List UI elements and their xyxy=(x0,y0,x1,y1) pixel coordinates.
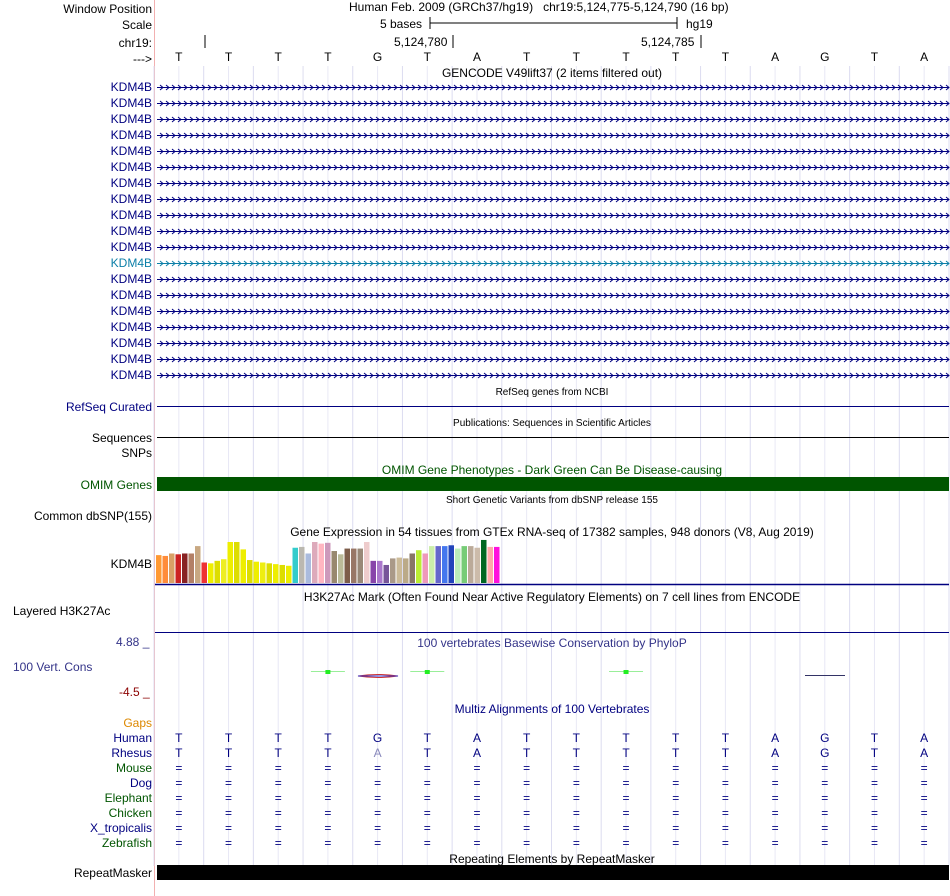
multiz-base: = xyxy=(523,836,531,850)
gtex-bar xyxy=(241,549,247,583)
phylop-mark xyxy=(624,670,629,674)
gtex-bar xyxy=(247,560,253,583)
multiz-base: T xyxy=(870,746,879,760)
phylop-mark xyxy=(425,670,430,674)
ruler-base: T xyxy=(522,50,531,64)
gtex-bar xyxy=(384,565,390,583)
multiz-base: = xyxy=(721,761,729,775)
multiz-base: = xyxy=(473,791,481,805)
multiz-base: = xyxy=(622,791,630,805)
gtex-bar xyxy=(371,561,377,583)
multiz-base: T xyxy=(423,746,431,760)
gtex-bar xyxy=(208,563,214,583)
omim-bar xyxy=(157,477,949,491)
multiz-base: = xyxy=(473,761,481,775)
multiz-base: = xyxy=(274,836,282,850)
gencode-gene-label: KDM4B xyxy=(110,320,152,334)
multiz-base: = xyxy=(622,836,630,850)
multiz-base: = xyxy=(324,806,332,820)
multiz-base: = xyxy=(324,761,332,775)
ruler-base: T xyxy=(622,50,630,64)
multiz-base: = xyxy=(920,761,928,775)
multiz-base: = xyxy=(374,791,382,805)
gtex-bar xyxy=(325,543,331,583)
gtex-bar xyxy=(410,553,416,583)
multiz-base: T xyxy=(274,746,282,760)
gtex-bar xyxy=(462,546,468,583)
gencode-gene-label: KDM4B xyxy=(110,272,152,286)
multiz-base: = xyxy=(622,806,630,820)
multiz-base: = xyxy=(870,776,878,790)
gtex-bar xyxy=(221,559,227,583)
ruler-base: T xyxy=(672,50,680,64)
gtex-bar xyxy=(403,558,409,583)
gtex-title[interactable]: Gene Expression in 54 tissues from GTEx RNA-seq of 17382 samples, 948 donors (V8, Aug 2019) xyxy=(290,525,814,539)
multiz-base: = xyxy=(672,806,680,820)
multiz-base: = xyxy=(225,806,233,820)
gencode-gene-label: KDM4B xyxy=(110,144,152,158)
multiz-base: = xyxy=(672,836,680,850)
multiz-base: = xyxy=(920,776,928,790)
gencode-gene-label: KDM4B xyxy=(110,352,152,366)
ruler-base: A xyxy=(472,50,481,64)
repeatmasker-title[interactable]: Repeating Elements by RepeatMasker xyxy=(449,852,655,866)
gencode-gene-label: KDM4B xyxy=(110,112,152,126)
chrom-label: chr19: xyxy=(118,36,152,50)
gtex-bar xyxy=(312,542,318,583)
multiz-base: = xyxy=(721,806,729,820)
multiz-base: = xyxy=(175,806,183,820)
gtex-bar xyxy=(481,540,487,583)
multiz-base: = xyxy=(821,776,829,790)
gtex-bar xyxy=(397,558,403,583)
gencode-title[interactable]: GENCODE V49lift37 (2 items filtered out) xyxy=(441,66,663,80)
multiz-base: = xyxy=(572,821,580,835)
dbsnp-title[interactable]: Short Genetic Variants from dbSNP release 155 xyxy=(446,495,658,506)
assembly-label: hg19 xyxy=(686,17,713,31)
gtex-bar xyxy=(163,556,169,583)
strand-label: ---> xyxy=(133,52,152,66)
multiz-base: = xyxy=(423,761,431,775)
phylop-min-label: -4.5 _ xyxy=(119,685,150,699)
multiz-base: T xyxy=(622,731,630,745)
gtex-bar xyxy=(429,546,435,583)
multiz-base: = xyxy=(821,836,829,850)
multiz-base: T xyxy=(224,746,233,760)
multiz-species-label: Chicken xyxy=(108,806,152,820)
multiz-base: A xyxy=(920,731,929,745)
multiz-base: = xyxy=(672,761,680,775)
multiz-species-label: Elephant xyxy=(104,791,152,805)
gtex-bar xyxy=(449,545,455,583)
gtex-bar xyxy=(293,548,299,583)
multiz-base: T xyxy=(721,746,730,760)
omim-title[interactable]: OMIM Gene Phenotypes - Dark Green Can Be Disease-causing xyxy=(381,463,723,477)
multiz-base: = xyxy=(423,806,431,820)
repeatmasker-label[interactable]: RepeatMasker xyxy=(73,866,152,880)
multiz-base: = xyxy=(920,806,928,820)
gtex-bar xyxy=(286,566,292,583)
ruler-base: T xyxy=(324,50,332,64)
multiz-base: = xyxy=(225,821,233,835)
multiz-base: = xyxy=(274,776,282,790)
gencode-gene-label: KDM4B xyxy=(110,192,152,206)
phylop-label[interactable]: 100 Vert. Cons xyxy=(13,660,93,674)
multiz-species-label: Zebrafish xyxy=(101,836,152,850)
multiz-base: = xyxy=(225,761,233,775)
multiz-base: = xyxy=(225,836,233,850)
ruler-base: T xyxy=(572,50,581,64)
gtex-bar xyxy=(468,546,474,583)
position-label-2: 5,124,785 xyxy=(641,35,695,49)
multiz-base: = xyxy=(374,821,382,835)
ruler-base: T xyxy=(175,50,183,64)
gencode-gene-label: KDM4B xyxy=(110,128,152,142)
gtex-bar xyxy=(267,563,273,583)
gencode-gene-label: KDM4B xyxy=(110,176,152,190)
multiz-base: = xyxy=(920,836,928,850)
gencode-gene-label: KDM4B xyxy=(110,368,152,382)
multiz-base: T xyxy=(175,746,183,760)
multiz-base: = xyxy=(374,806,382,820)
multiz-base: = xyxy=(572,806,580,820)
multiz-base: = xyxy=(523,821,531,835)
multiz-base: = xyxy=(622,761,630,775)
gtex-bar xyxy=(306,553,312,583)
window-position-label: Window Position xyxy=(63,2,152,16)
multiz-base: = xyxy=(870,836,878,850)
multiz-base: = xyxy=(473,776,481,790)
multiz-base: T xyxy=(274,731,282,745)
gtex-bar xyxy=(189,553,195,583)
multiz-base: A xyxy=(472,731,481,745)
gtex-bar xyxy=(215,561,221,583)
multiz-base: G xyxy=(820,731,830,745)
scale-label: Scale xyxy=(121,18,152,32)
window-position-text: Human Feb. 2009 (GRCh37/hg19) chr19:5,124,775-5,124,790 (16 bp) xyxy=(349,0,729,14)
gtex-bar xyxy=(195,546,201,583)
multiz-base: A xyxy=(920,746,929,760)
multiz-base: = xyxy=(920,791,928,805)
multiz-base: = xyxy=(423,791,431,805)
gtex-gene-label[interactable]: KDM4B xyxy=(110,557,152,571)
multiz-base: T xyxy=(672,746,680,760)
multiz-base: = xyxy=(622,776,630,790)
gencode-gene-label: KDM4B xyxy=(110,80,152,94)
multiz-base: = xyxy=(473,821,481,835)
phylop-mark xyxy=(325,670,330,674)
gtex-bar xyxy=(182,553,188,583)
ruler-base: T xyxy=(423,50,431,64)
multiz-base: A xyxy=(771,731,780,745)
gtex-bar xyxy=(475,548,481,583)
gencode-gene-label: KDM4B xyxy=(110,240,152,254)
publications-title[interactable]: Publications: Sequences in Scientific Articles xyxy=(453,418,651,429)
multiz-base: = xyxy=(870,806,878,820)
multiz-base: = xyxy=(473,806,481,820)
multiz-base: T xyxy=(721,731,730,745)
multiz-base: T xyxy=(423,731,431,745)
gtex-bar xyxy=(442,546,448,583)
multiz-base: T xyxy=(870,731,879,745)
refseq-title[interactable]: RefSeq genes from NCBI xyxy=(495,387,609,398)
multiz-base: = xyxy=(672,821,680,835)
gtex-bar xyxy=(423,553,429,583)
multiz-base: T xyxy=(572,746,581,760)
gencode-gene-label: KDM4B xyxy=(110,336,152,350)
multiz-base: = xyxy=(821,791,829,805)
multiz-base: A xyxy=(472,746,481,760)
multiz-base: = xyxy=(771,836,779,850)
multiz-base: = xyxy=(175,776,183,790)
multiz-base: = xyxy=(523,776,531,790)
multiz-base: = xyxy=(274,806,282,820)
gtex-bar xyxy=(319,544,325,583)
gtex-bar xyxy=(455,549,461,583)
gtex-bar xyxy=(202,563,208,584)
gtex-bar xyxy=(416,550,422,583)
gencode-gene-label: KDM4B xyxy=(110,304,152,318)
phylop-max-label: 4.88 _ xyxy=(116,635,150,649)
multiz-base: T xyxy=(522,731,531,745)
gencode-gene-label: KDM4B xyxy=(110,256,152,270)
multiz-base: = xyxy=(821,821,829,835)
multiz-species-label: Mouse xyxy=(115,761,152,775)
multiz-base: = xyxy=(622,821,630,835)
multiz-base: = xyxy=(423,836,431,850)
multiz-base: = xyxy=(870,761,878,775)
multiz-base: = xyxy=(225,791,233,805)
snps-label[interactable]: SNPs xyxy=(121,446,152,460)
multiz-base: = xyxy=(771,776,779,790)
multiz-base: = xyxy=(771,821,779,835)
gencode-gene-label: KDM4B xyxy=(110,208,152,222)
multiz-base: = xyxy=(523,791,531,805)
multiz-base: = xyxy=(821,806,829,820)
multiz-base: = xyxy=(572,836,580,850)
multiz-base: = xyxy=(870,821,878,835)
publications-sequences-label[interactable]: Sequences xyxy=(91,431,152,445)
multiz-base: = xyxy=(721,821,729,835)
multiz-base: = xyxy=(920,821,928,835)
multiz-base: = xyxy=(870,791,878,805)
gtex-bar xyxy=(273,564,279,583)
refseq-curated-label[interactable]: RefSeq Curated xyxy=(65,400,152,414)
gtex-bar xyxy=(176,554,182,583)
ruler-base: G xyxy=(372,50,383,64)
ruler-base: T xyxy=(721,50,730,64)
multiz-base: = xyxy=(771,761,779,775)
scale-text: 5 bases xyxy=(380,17,423,31)
gtex-bar xyxy=(254,562,260,583)
multiz-base: G xyxy=(372,731,383,745)
multiz-base: T xyxy=(224,731,233,745)
multiz-base: T xyxy=(622,746,630,760)
multiz-base: T xyxy=(324,746,332,760)
phylop-title[interactable]: 100 vertebrates Basewise Conservation by PhyloP xyxy=(417,636,687,650)
gencode-gene-label: KDM4B xyxy=(110,96,152,110)
multiz-base: = xyxy=(274,761,282,775)
multiz-base: T xyxy=(324,731,332,745)
gtex-bar xyxy=(364,542,370,583)
multiz-base: = xyxy=(324,821,332,835)
multiz-base: = xyxy=(523,761,531,775)
gtex-bar xyxy=(228,542,234,583)
ruler-base: T xyxy=(870,50,879,64)
h3k27ac-title[interactable]: H3K27Ac Mark (Often Found Near Active Regulatory Elements) on 7 cell lines from ENCODE xyxy=(303,590,801,604)
ruler-base: G xyxy=(820,50,830,64)
multiz-base: = xyxy=(721,776,729,790)
gtex-bar xyxy=(390,558,396,583)
multiz-base: = xyxy=(721,791,729,805)
gtex-bar xyxy=(488,547,494,583)
multiz-species-label: Dog xyxy=(129,776,152,790)
multiz-base: = xyxy=(771,791,779,805)
multiz-base: = xyxy=(423,821,431,835)
multiz-base: = xyxy=(423,776,431,790)
gtex-bar xyxy=(169,553,175,583)
gtex-bar xyxy=(338,554,344,583)
multiz-base: = xyxy=(721,836,729,850)
multiz-base: T xyxy=(522,746,531,760)
multiz-base: = xyxy=(473,836,481,850)
multiz-base: = xyxy=(572,791,580,805)
ruler-base: A xyxy=(920,50,929,64)
multiz-title[interactable]: Multiz Alignments of 100 Vertebrates xyxy=(454,702,650,716)
gtex-bar xyxy=(234,542,240,583)
multiz-base: = xyxy=(771,806,779,820)
gtex-bar xyxy=(299,547,305,583)
multiz-gaps-label[interactable]: Gaps xyxy=(123,716,152,730)
gtex-bar xyxy=(345,549,351,583)
multiz-base: = xyxy=(274,821,282,835)
ruler-base: T xyxy=(274,50,282,64)
dbsnp-label[interactable]: Common dbSNP(155) xyxy=(33,509,152,523)
gtex-bar xyxy=(280,565,286,583)
position-label-1: 5,124,780 xyxy=(394,35,448,49)
multiz-species-label: X_tropicalis xyxy=(89,821,152,835)
multiz-base: = xyxy=(821,761,829,775)
multiz-base: = xyxy=(572,761,580,775)
gtex-bar xyxy=(358,549,364,583)
multiz-base: T xyxy=(175,731,183,745)
multiz-base: = xyxy=(175,836,183,850)
gtex-bar xyxy=(351,549,357,583)
gtex-bar xyxy=(377,561,383,583)
gtex-bar xyxy=(260,563,266,584)
multiz-base: = xyxy=(175,821,183,835)
repeatmasker-bar xyxy=(157,865,949,880)
multiz-base: = xyxy=(572,776,580,790)
multiz-species-label: Rhesus xyxy=(111,746,152,760)
multiz-base: = xyxy=(672,791,680,805)
ruler-base: T xyxy=(224,50,233,64)
gencode-gene-label: KDM4B xyxy=(110,224,152,238)
multiz-base: A xyxy=(771,746,780,760)
multiz-base: = xyxy=(175,761,183,775)
h3k27ac-label[interactable]: Layered H3K27Ac xyxy=(13,604,111,618)
multiz-species-label: Human xyxy=(113,731,152,745)
multiz-base: = xyxy=(324,776,332,790)
gtex-bar xyxy=(436,546,442,583)
multiz-base: T xyxy=(672,731,680,745)
multiz-base: = xyxy=(274,791,282,805)
multiz-base: = xyxy=(175,791,183,805)
multiz-base: = xyxy=(225,776,233,790)
gtex-bar xyxy=(156,555,162,583)
multiz-base: = xyxy=(324,836,332,850)
gencode-gene-label: KDM4B xyxy=(110,160,152,174)
ruler-base: A xyxy=(771,50,780,64)
multiz-base: = xyxy=(324,791,332,805)
gencode-gene-label: KDM4B xyxy=(110,288,152,302)
multiz-base: = xyxy=(374,836,382,850)
multiz-base: = xyxy=(523,806,531,820)
gtex-bar xyxy=(494,547,500,583)
multiz-base: = xyxy=(374,776,382,790)
gtex-bar xyxy=(332,551,338,583)
multiz-base: A xyxy=(373,746,382,760)
multiz-base: = xyxy=(374,761,382,775)
multiz-base: = xyxy=(672,776,680,790)
multiz-base: G xyxy=(820,746,830,760)
omim-genes-label[interactable]: OMIM Genes xyxy=(80,478,152,492)
multiz-base: T xyxy=(572,731,581,745)
